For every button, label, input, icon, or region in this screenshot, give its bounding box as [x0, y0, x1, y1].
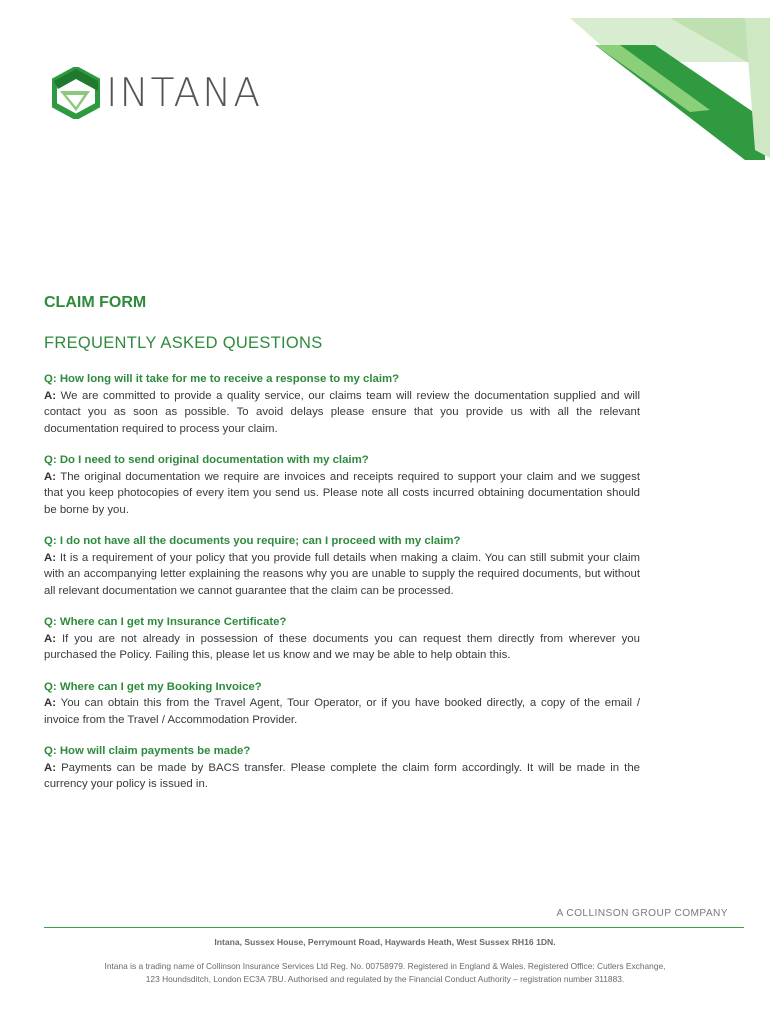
intana-logo: [52, 66, 262, 120]
faq-question: Q: Do I need to send original documentation with my claim?: [44, 454, 369, 466]
faq-list: [44, 371, 640, 808]
answer-prefix: A:: [44, 697, 57, 709]
faq-answer: [44, 695, 640, 728]
faq-question: Q: Where can I get my Booking Invoice?: [44, 680, 262, 693]
answer-prefix: A:: [44, 551, 57, 564]
corner-ribbon-graphic: [560, 0, 770, 170]
answer-prefix: A:: [44, 389, 57, 402]
faq-item: [44, 452, 640, 518]
answer-prefix: A:: [44, 470, 57, 483]
faq-item: [44, 614, 640, 664]
answer-text: If you are not already in possession of these documents you can request them directly from wherever you purchased the Policy. Failing this, please let us know and we may be able to help obtain this.: [44, 632, 640, 661]
answer-text: You can obtain this from the Travel Agent, Tour Operator, or if you have booked directly, a copy of the email / invoice from the Travel / Accommodation Provider.: [44, 697, 640, 726]
legal-line: Intana is a trading name of Collinson Insurance Services Ltd Reg. No. 00758979. Registered in England & Wales. Registered Office: Cutlers Exchange,: [104, 961, 666, 971]
footer-divider: [44, 927, 744, 928]
faq-item: [44, 679, 640, 729]
brand-name: INTANA: [106, 70, 263, 116]
answer-text: The original documentation we require are invoices and receipts required to support your claim and we suggest that you keep photocopies of every item you send us. Please note all costs incurred obtaining documentation should be borne by you.: [44, 470, 640, 516]
answer-text: We are committed to provide a quality service, our claims team will review the documentation supplied and will contact you as soon as possible. To avoid delays please ensure that you provide us with all the relevant documentation required to process your claim.: [44, 389, 640, 435]
faq-answer: [44, 550, 640, 600]
faq-item: [44, 743, 640, 793]
faq-item: [44, 371, 640, 437]
faq-answer: [44, 760, 640, 793]
footer-address: Intana, Sussex House, Perrymount Road, Haywards Heath, West Sussex RH16 1DN.: [214, 937, 556, 947]
parent-company-label: A COLLINSON GROUP COMPANY: [556, 908, 728, 919]
intana-logo-icon: [52, 67, 100, 119]
answer-prefix: A:: [44, 632, 57, 645]
faq-question: Q: How will claim payments be made?: [44, 745, 251, 757]
faq-question: Q: I do not have all the documents you require; can I proceed with my claim?: [44, 535, 461, 547]
answer-text: Payments can be made by BACS transfer. Please complete the claim form accordingly. It will be made in the currency your policy is issued in.: [44, 761, 640, 790]
faq-item: [44, 533, 640, 599]
faq-answer: [44, 469, 640, 519]
faq-question: Q: Where can I get my Insurance Certificate?: [44, 616, 287, 628]
answer-text: It is a requirement of your policy that you provide full details when making a claim. You can still submit your claim with an accompanying letter explaining the reasons why you are unable to supply the required documents, but without all relevant documentation we cannot guarantee that the claim can be processed.: [44, 551, 640, 597]
faq-answer: [44, 388, 640, 438]
faq-question: Q: How long will it take for me to receive a response to my claim?: [44, 373, 400, 385]
footer-legal: [60, 960, 710, 986]
faq-heading: FREQUENTLY ASKED QUESTIONS: [44, 334, 323, 352]
faq-answer: [44, 631, 640, 664]
page-title: CLAIM FORM: [44, 294, 147, 311]
legal-line: 123 Houndsditch, London EC3A 7BU. Authorised and regulated by the Financial Conduct Authority – registration number 311883.: [145, 974, 625, 984]
answer-prefix: A:: [44, 761, 57, 774]
